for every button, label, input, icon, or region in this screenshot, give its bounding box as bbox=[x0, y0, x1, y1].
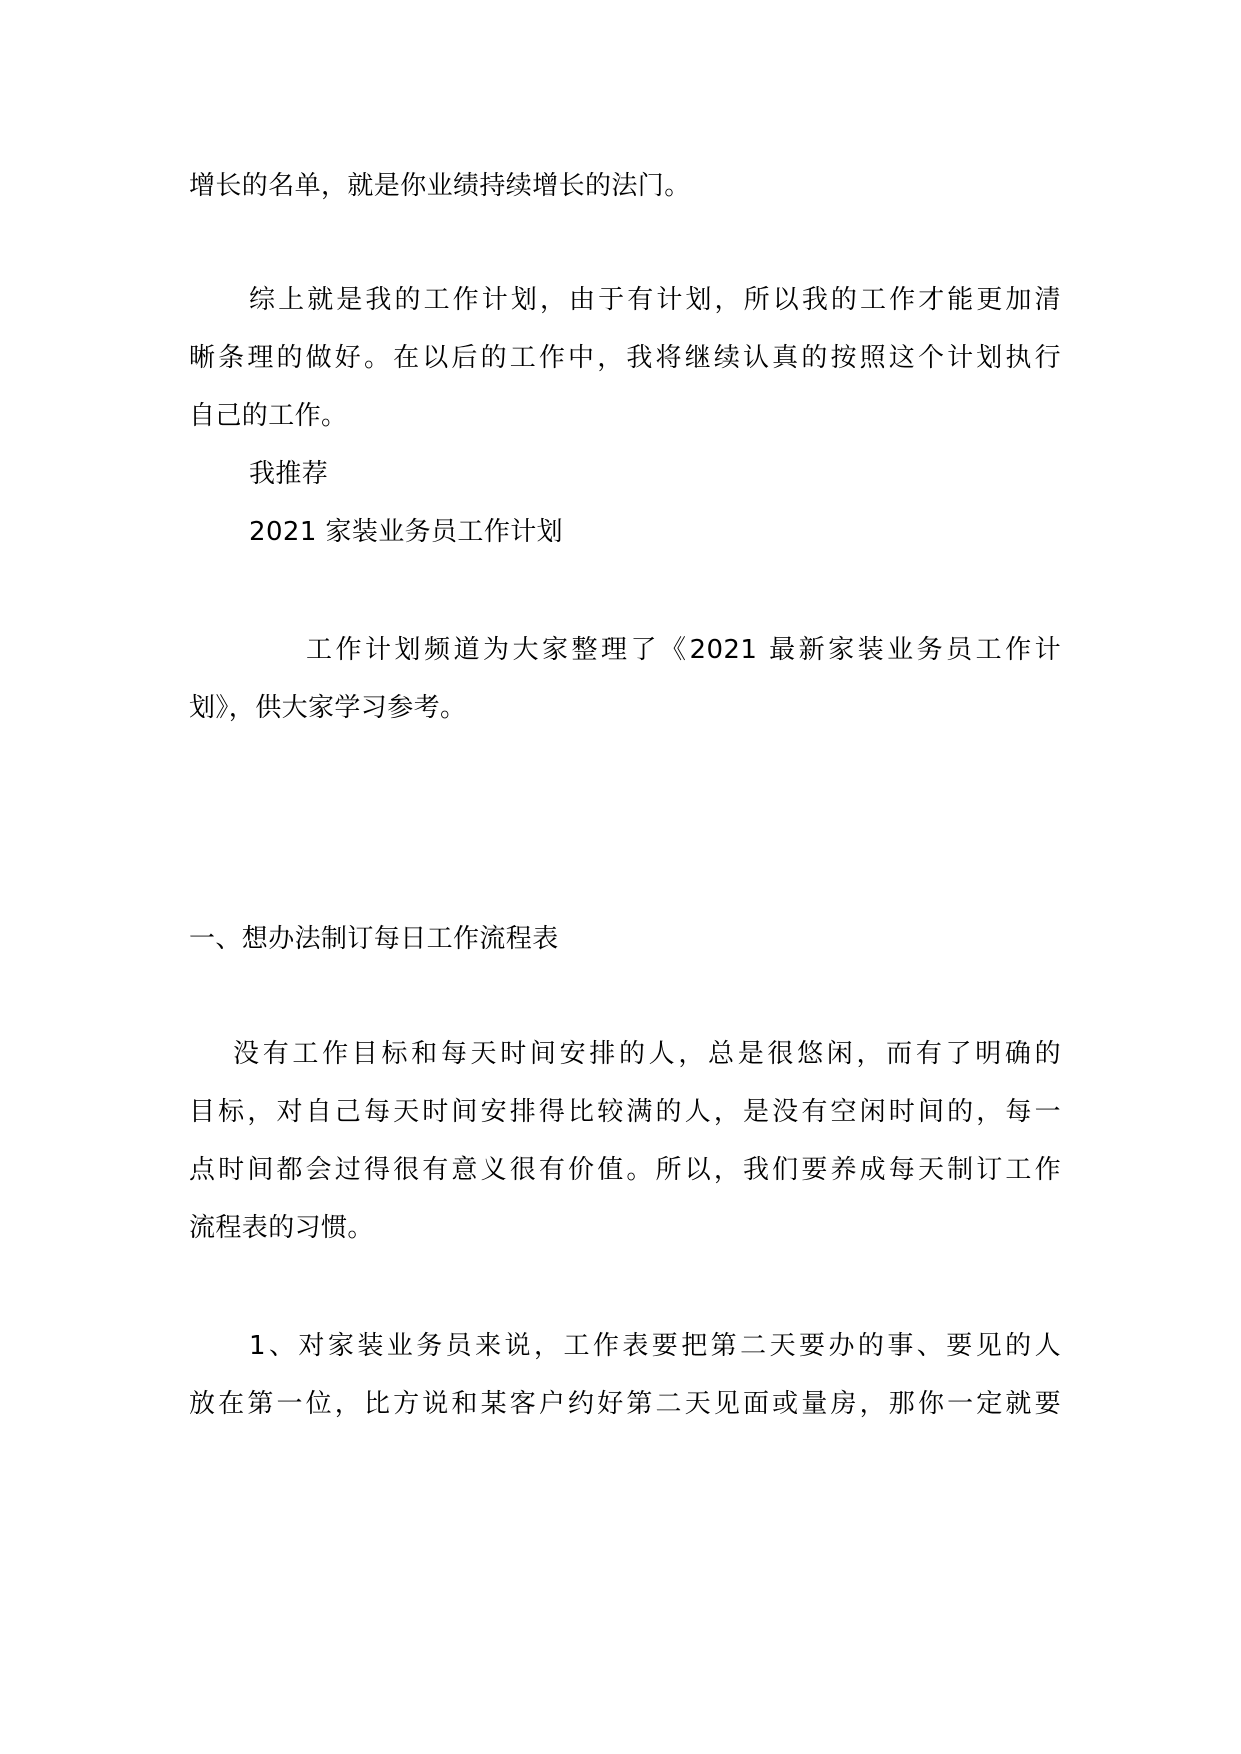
recommended-title: 2021 家装业务员工作计划 bbox=[249, 517, 564, 547]
paragraph-line: 划》，供大家学习参考。 bbox=[189, 693, 467, 723]
paragraph-line: 流程表的习惯。 bbox=[189, 1213, 374, 1243]
paragraph-line: 1、对家装业务员来说，工作表要把第二天要办的事、要见的人 bbox=[249, 1331, 1061, 1361]
paragraph-line: 放在第一位，比方说和某客户约好第二天见面或量房，那你一定就要 bbox=[189, 1389, 1061, 1419]
paragraph-line: 晰条理的做好。在以后的工作中，我将继续认真的按照这个计划执行 bbox=[189, 343, 1061, 373]
paragraph-line: 工作计划频道为大家整理了《2021 最新家装业务员工作计 bbox=[306, 635, 1061, 665]
paragraph-line: 自己的工作。 bbox=[189, 401, 348, 431]
paragraph-line: 点时间都会过得很有意义很有价值。所以，我们要养成每天制订工作 bbox=[189, 1155, 1061, 1185]
recommend-label: 我推荐 bbox=[249, 459, 329, 489]
paragraph-line: 目标，对自己每天时间安排得比较满的人，是没有空闲时间的，每一 bbox=[189, 1097, 1061, 1127]
section-heading: 一、想办法制订每日工作流程表 bbox=[189, 924, 559, 954]
paragraph-line: 增长的名单，就是你业绩持续增长的法门。 bbox=[189, 171, 691, 201]
paragraph-line: 综上就是我的工作计划，由于有计划，所以我的工作才能更加清 bbox=[249, 285, 1061, 315]
paragraph-line: 没有工作目标和每天时间安排的人，总是很悠闲，而有了明确的 bbox=[233, 1039, 1061, 1069]
